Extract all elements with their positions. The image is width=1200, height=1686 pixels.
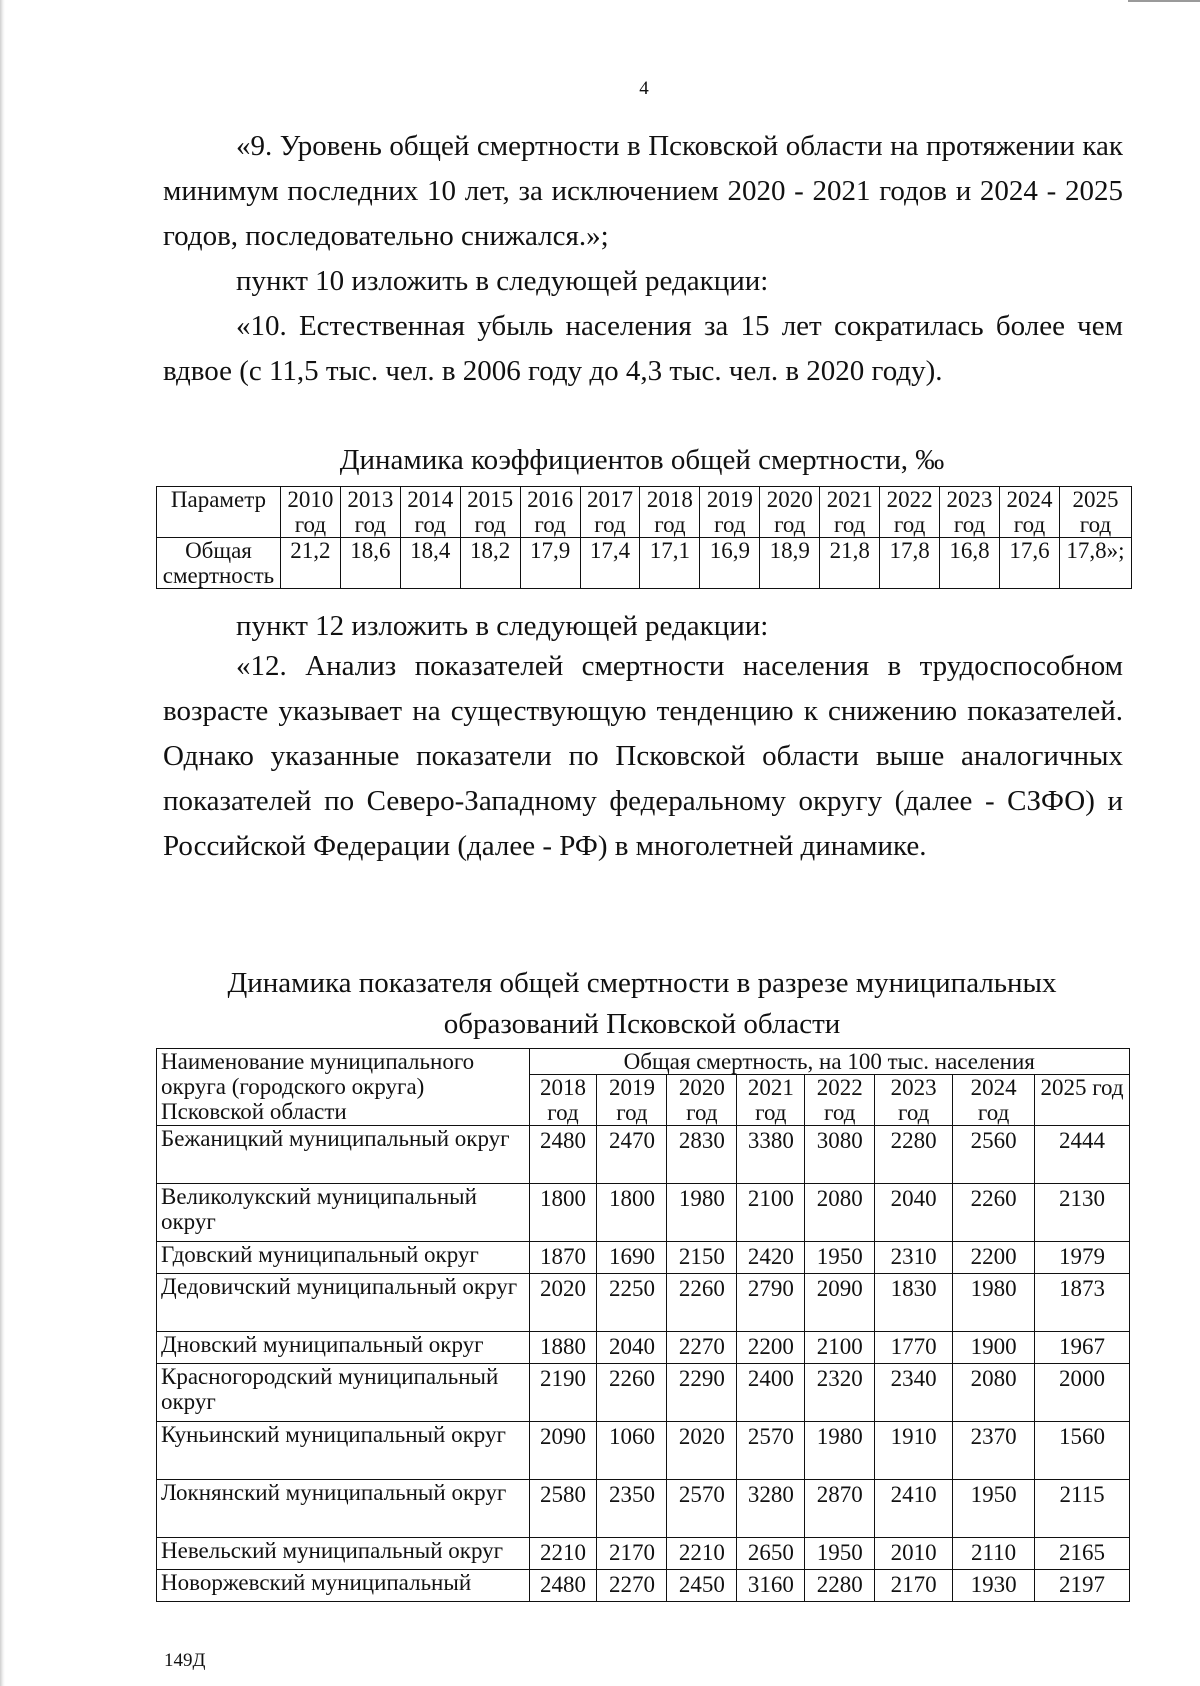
municipality-name: Дновский муниципальный округ (157, 1332, 530, 1364)
municipality-name: Красногородский муниципальный округ (157, 1364, 530, 1422)
value-cell: 2115 (1035, 1480, 1130, 1538)
value-cell: 2410 (875, 1480, 953, 1538)
year-header: 2023 год (940, 487, 1000, 538)
value-cell: 2197 (1035, 1570, 1130, 1602)
paragraph-9: «9. Уровень общей смертности в Псковской области на протяжении как минимум последних 10 лет, за исключением 2020 - 2021 годов и 2024 - 2025 годов, последовательно снижался.»; (163, 130, 1123, 252)
document-code: 149Д (164, 1650, 206, 1671)
year-header: 2024 год (953, 1075, 1035, 1126)
year-header: 2018 год (640, 487, 700, 538)
value-cell: 3160 (737, 1570, 805, 1602)
value-cell: 1900 (953, 1332, 1035, 1364)
value-cell: 18,6 (340, 538, 400, 589)
value-cell: 2165 (1035, 1538, 1130, 1570)
value-cell: 2210 (529, 1538, 597, 1570)
value-cell: 2000 (1035, 1364, 1130, 1422)
value-cell: 2100 (737, 1184, 805, 1242)
table-row (157, 1126, 1130, 1184)
value-cell: 2480 (529, 1570, 597, 1602)
value-cell: 16,9 (700, 538, 760, 589)
value-cell: 2260 (597, 1364, 667, 1422)
value-cell: 1800 (529, 1184, 597, 1242)
value-cell: 2200 (737, 1332, 805, 1364)
value-cell: 1967 (1035, 1332, 1130, 1364)
table-row (157, 1184, 1130, 1242)
year-header: 2020 год (667, 1075, 737, 1126)
value-cell: 2870 (805, 1480, 875, 1538)
value-cell: 1980 (805, 1422, 875, 1480)
table1-caption: Динамика коэффициентов общей смертности, ‰ (339, 444, 945, 476)
value-cell: 1910 (875, 1422, 953, 1480)
municipal-mortality-table (156, 1048, 1130, 1602)
value-cell: 2280 (875, 1126, 953, 1184)
value-cell: 1980 (953, 1274, 1035, 1332)
value-cell: 2010 (875, 1538, 953, 1570)
value-cell: 17,8»; (1059, 538, 1131, 589)
municipality-name: Куньинский муниципальный округ (157, 1422, 530, 1480)
value-cell: 2470 (597, 1126, 667, 1184)
scan-mark (1128, 0, 1200, 2)
paragraph-12: «12. Анализ показателей смертности населения в трудоспособном возрасте указывает на существующую тенденцию к снижению показателей. Однако указанные показатели по Псковской области выше аналогичных показателей по Северо-Западному федеральному округу (далее - СЗФО) и Российской Федерации (далее - РФ) в многолетней динамике. (163, 650, 1123, 862)
value-cell: 2570 (667, 1480, 737, 1538)
value-cell: 2040 (597, 1332, 667, 1364)
value-cell: 2570 (737, 1422, 805, 1480)
value-cell: 1979 (1035, 1242, 1130, 1274)
year-header: 2018 год (529, 1075, 597, 1126)
value-cell: 1690 (597, 1242, 667, 1274)
table-row (157, 1332, 1130, 1364)
value-cell: 2444 (1035, 1126, 1130, 1184)
scan-edge (0, 0, 5, 1686)
table-header-row (157, 487, 1132, 538)
paragraph-10: «10. Естественная убыль населения за 15 лет сократилась более чем вдвое (с 11,5 тыс. чел. в 2006 году до 4,3 тыс. чел. в 2020 году). (163, 310, 1123, 387)
paragraph-10-intro: пункт 10 изложить в следующей редакции: (236, 265, 769, 297)
value-cell: 16,8 (940, 538, 1000, 589)
table-row (157, 1570, 1130, 1602)
value-cell: 1060 (597, 1422, 667, 1480)
municipality-name: Великолукский муниципальный округ (157, 1184, 530, 1242)
value-cell: 2250 (597, 1274, 667, 1332)
value-cell: 17,4 (580, 538, 640, 589)
table-header-row (157, 1049, 1130, 1075)
value-cell: 2110 (953, 1538, 1035, 1570)
name-header: Наименование муниципального округа (городского округа) Псковской области (157, 1049, 530, 1126)
value-cell: 1880 (529, 1332, 597, 1364)
value-cell: 2260 (953, 1184, 1035, 1242)
value-cell: 2170 (875, 1570, 953, 1602)
value-cell: 18,4 (400, 538, 460, 589)
table-row (157, 538, 1132, 589)
paragraph-12-intro: пункт 12 изложить в следующей редакции: (236, 610, 769, 642)
value-cell: 1830 (875, 1274, 953, 1332)
value-cell: 2310 (875, 1242, 953, 1274)
year-header: 2021 год (820, 487, 880, 538)
year-header: 2020 год (760, 487, 820, 538)
municipality-name: Бежаницкий муниципальный округ (157, 1126, 530, 1184)
table-row (157, 1538, 1130, 1570)
value-cell: 18,2 (460, 538, 520, 589)
value-cell: 2580 (529, 1480, 597, 1538)
value-cell: 2420 (737, 1242, 805, 1274)
year-header: 2014 год (400, 487, 460, 538)
table-row (157, 1422, 1130, 1480)
value-cell: 2270 (667, 1332, 737, 1364)
value-cell: 2090 (805, 1274, 875, 1332)
value-cell: 2260 (667, 1274, 737, 1332)
table-row (157, 1274, 1130, 1332)
value-cell: 2400 (737, 1364, 805, 1422)
value-cell: 1950 (805, 1242, 875, 1274)
value-cell: 1930 (953, 1570, 1035, 1602)
year-header: 2022 год (805, 1075, 875, 1126)
value-cell: 2020 (667, 1422, 737, 1480)
year-header: 2010 год (280, 487, 340, 538)
value-cell: 2130 (1035, 1184, 1130, 1242)
value-cell: 21,8 (820, 538, 880, 589)
value-cell: 1800 (597, 1184, 667, 1242)
value-cell: 2210 (667, 1538, 737, 1570)
value-cell: 2290 (667, 1364, 737, 1422)
value-cell: 2650 (737, 1538, 805, 1570)
value-cell: 2100 (805, 1332, 875, 1364)
value-cell: 2090 (529, 1422, 597, 1480)
value-cell: 2200 (953, 1242, 1035, 1274)
year-header: 2017 год (580, 487, 640, 538)
year-header: 2019 год (597, 1075, 667, 1126)
param-header: Параметр (157, 487, 281, 538)
value-cell: 3280 (737, 1480, 805, 1538)
value-cell: 17,6 (1000, 538, 1060, 589)
value-cell: 17,9 (520, 538, 580, 589)
value-cell: 3080 (805, 1126, 875, 1184)
value-cell: 2270 (597, 1570, 667, 1602)
value-cell: 2350 (597, 1480, 667, 1538)
value-cell: 1980 (667, 1184, 737, 1242)
municipality-name: Дедовичский муниципальный округ (157, 1274, 530, 1332)
year-header: 2025 год (1059, 487, 1131, 538)
value-cell: 2080 (805, 1184, 875, 1242)
municipality-name: Гдовский муниципальный округ (157, 1242, 530, 1274)
value-cell: 2450 (667, 1570, 737, 1602)
value-cell: 3380 (737, 1126, 805, 1184)
value-cell: 2790 (737, 1274, 805, 1332)
value-cell: 1950 (953, 1480, 1035, 1538)
value-cell: 2080 (953, 1364, 1035, 1422)
year-header: 2024 год (1000, 487, 1060, 538)
table2-caption-line2: образований Псковской области (443, 1008, 841, 1040)
row-label: Общая смертность (157, 538, 281, 589)
value-cell: 2170 (597, 1538, 667, 1570)
year-header: 2013 год (340, 487, 400, 538)
value-cell: 2560 (953, 1126, 1035, 1184)
value-cell: 1950 (805, 1538, 875, 1570)
value-cell: 2830 (667, 1126, 737, 1184)
value-cell: 2370 (953, 1422, 1035, 1480)
table2-caption-line1: Динамика показателя общей смертности в разрезе муниципальных (227, 967, 1057, 999)
mortality-coefficients-table (156, 486, 1132, 589)
value-cell: 2480 (529, 1126, 597, 1184)
value-cell: 21,2 (280, 538, 340, 589)
table-row (157, 1480, 1130, 1538)
year-header: 2022 год (880, 487, 940, 538)
municipality-name: Новоржевский муниципальный (157, 1570, 530, 1602)
value-cell: 2190 (529, 1364, 597, 1422)
value-cell: 2340 (875, 1364, 953, 1422)
year-header: 2023 год (875, 1075, 953, 1126)
table-row (157, 1364, 1130, 1422)
value-cell: 2040 (875, 1184, 953, 1242)
value-cell: 1560 (1035, 1422, 1130, 1480)
group-header: Общая смертность, на 100 тыс. населения (529, 1049, 1129, 1075)
municipality-name: Локнянский муниципальный округ (157, 1480, 530, 1538)
year-header: 2025 год (1035, 1075, 1130, 1126)
value-cell: 2320 (805, 1364, 875, 1422)
value-cell: 17,1 (640, 538, 700, 589)
municipality-name: Невельский муниципальный округ (157, 1538, 530, 1570)
table-row (157, 1242, 1130, 1274)
value-cell: 2280 (805, 1570, 875, 1602)
value-cell: 2020 (529, 1274, 597, 1332)
value-cell: 1870 (529, 1242, 597, 1274)
year-header: 2019 год (700, 487, 760, 538)
year-header: 2021 год (737, 1075, 805, 1126)
page-number: 4 (639, 78, 649, 99)
value-cell: 1873 (1035, 1274, 1130, 1332)
value-cell: 1770 (875, 1332, 953, 1364)
year-header: 2016 год (520, 487, 580, 538)
year-header: 2015 год (460, 487, 520, 538)
value-cell: 18,9 (760, 538, 820, 589)
value-cell: 17,8 (880, 538, 940, 589)
value-cell: 2150 (667, 1242, 737, 1274)
